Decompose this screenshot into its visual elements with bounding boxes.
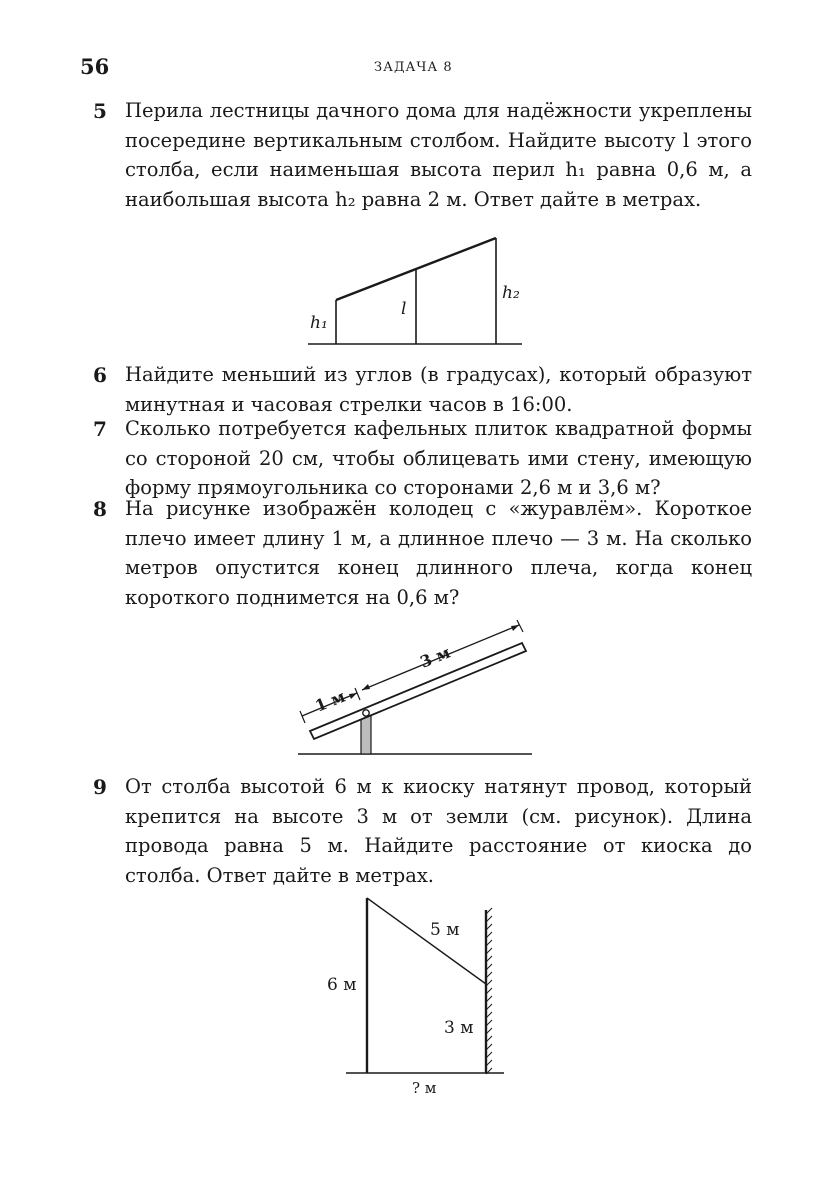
label-pole-height: 6 м — [327, 975, 357, 995]
problem-number: 5 — [93, 99, 107, 123]
problem-text: Найдите меньший из углов (в градусах), который образуют минутная и часовая стрелки часов в 16:00. — [125, 363, 752, 416]
label-h1: h₁ — [310, 313, 328, 333]
problem-number: 9 — [93, 775, 107, 799]
problem-text: Сколько потребуется кафельных плиток квадратной формы со стороной 20 см, чтобы облицевать ими стену, имеющую форму прямоугольника со сторонами 2,6 м и 3,6 м? — [125, 417, 752, 499]
running-title: ЗАДАЧА 8 — [374, 60, 453, 75]
pole-kiosk-figure — [320, 890, 520, 1100]
problem-text: Перила лестницы дачного дома для надёжности укреплены посередине вертикальным столбом. Найдите высоту l этого столба, если наименьшая высота перил h₁ равна 0,6 м, а наибольшая высота h₂ равна 2 м. Ответ дайте в метрах. — [125, 99, 752, 211]
problem-number: 6 — [93, 363, 107, 387]
label-kiosk-height: 3 м — [444, 1018, 474, 1038]
label-wire: 5 м — [430, 920, 460, 940]
label-short-arm: 1 м — [312, 686, 348, 716]
page-number: 56 — [80, 54, 110, 79]
label-l: l — [401, 299, 407, 319]
problem-number: 8 — [93, 497, 107, 521]
railing-figure — [300, 228, 540, 348]
problem-text: На рисунке изображён колодец с «журавлём». Короткое плечо имеет длину 1 м, а длинное плечо — 3 м. На сколько метров опустится конец длинного плеча, когда конец короткого поднимется на 0,6 м? — [125, 497, 752, 609]
problem-text: От столба высотой 6 м к киоску натянут провод, который крепится на высоте 3 м от земли (см. рисунок). Длина провода равна 5 м. Найдите расстояние от киоска до столба. Ответ дайте в метрах. — [125, 775, 752, 887]
label-distance: ? м — [412, 1079, 437, 1097]
problem-number: 7 — [93, 417, 107, 441]
well-sweep-figure — [290, 608, 540, 758]
label-long-arm: 3 м — [417, 642, 453, 672]
label-h2: h₂ — [502, 283, 520, 303]
